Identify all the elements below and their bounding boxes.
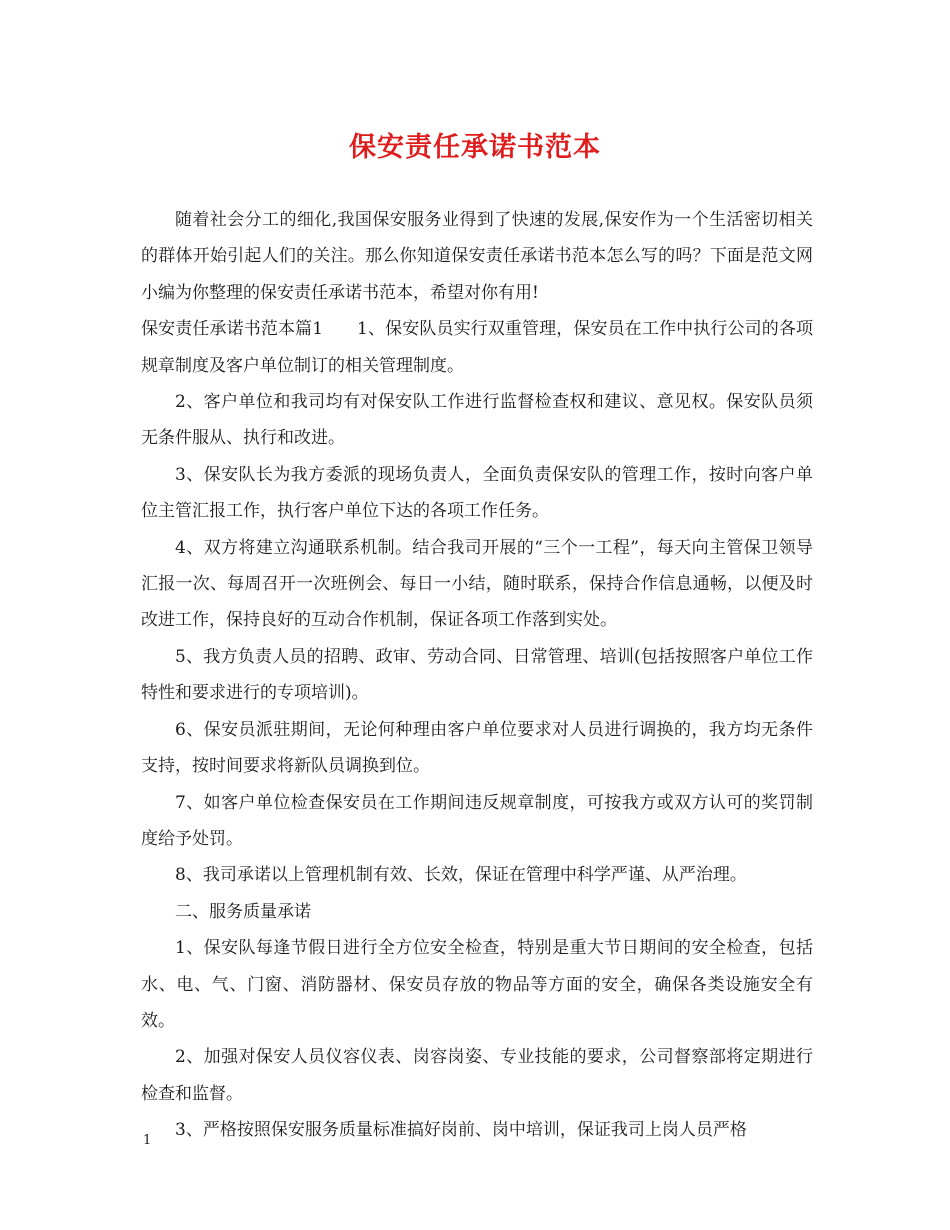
section-2-heading: 二、服务质量承诺 [175, 901, 311, 922]
quality-1-paragraph: 1、保安队每逢节假日进行全方位安全检查，特别是重大节日期间的安全检查，包括水、电、气、门窗、消防器材、保安员存放的物品等方面的安全，确保各类设施安全有效。 [141, 938, 813, 1031]
document-title: 保安责任承诺书范本 [349, 132, 601, 163]
item-2-paragraph: 2、客户单位和我司均有对保安队工作进行监督检查权和建议、意见权。保安队员须无条件服从、执行和改进。 [141, 392, 813, 449]
item-5-paragraph: 5、我方负责人员的招聘、政审、劳动合同、日常管理、培训(包括按照客户单位工作特性和要求进行的专项培训)。 [141, 646, 813, 704]
item-3-paragraph: 3、保安队长为我方委派的现场负责人，全面负责保安队的管理工作，按时向客户单位主管汇报工作，执行客户单位下达的各项工作任务。 [141, 464, 813, 522]
section-label: 保安责任承诺书范本篇1 [141, 319, 324, 340]
item-4-paragraph: 4、双方将建立沟通联系机制。结合我司开展的“三个一工程”，每天向主管保卫领导汇报一次、每周召开一次班例会、每日一小结，随时联系，保持合作信息通畅，以便及时改进工作，保持良好的互动合作机制，保证各项工作落到实处。 [141, 537, 813, 631]
document-body [141, 202, 813, 1149]
quality-3-paragraph: 3、严格按照保安服务质量标准搞好岗前、岗中培训，保证我司上岗人员严格 [175, 1120, 747, 1141]
page-number: 1 [143, 1133, 152, 1148]
item-8-paragraph: 8、我司承诺以上管理机制有效、长效，保证在管理中科学严谨、从严治理。 [175, 865, 747, 886]
intro-paragraph: 随着社会分工的细化,我国保安服务业得到了快速的发展,保安作为一个生活密切相关的群体开始引起人们的关注。那么你知道保安责任承诺书范本怎么写的吗？下面是范文网小编为你整理的保安责任承诺书范本，希望对你有用! [141, 210, 813, 303]
item-1-text: 1、保安队员实行双重管理，保安员在工作中执行公司的各项规章制度及客户单位制订的相关管理制度。 [141, 319, 813, 376]
quality-2-paragraph: 2、加强对保安人员仪容仪表、岗容岗姿、专业技能的要求，公司督察部将定期进行检查和监督。 [141, 1047, 813, 1104]
section-1-paragraph [141, 311, 813, 384]
item-7-paragraph: 7、如客户单位检查保安员在工作期间违反规章制度，可按我方或双方认可的奖罚制度给予处罚。 [141, 792, 813, 849]
item-6-paragraph: 6、保安员派驻期间，无论何种理由客户单位要求对人员进行调换的，我方均无条件支持，按时间要求将新队员调换到位。 [141, 719, 813, 777]
